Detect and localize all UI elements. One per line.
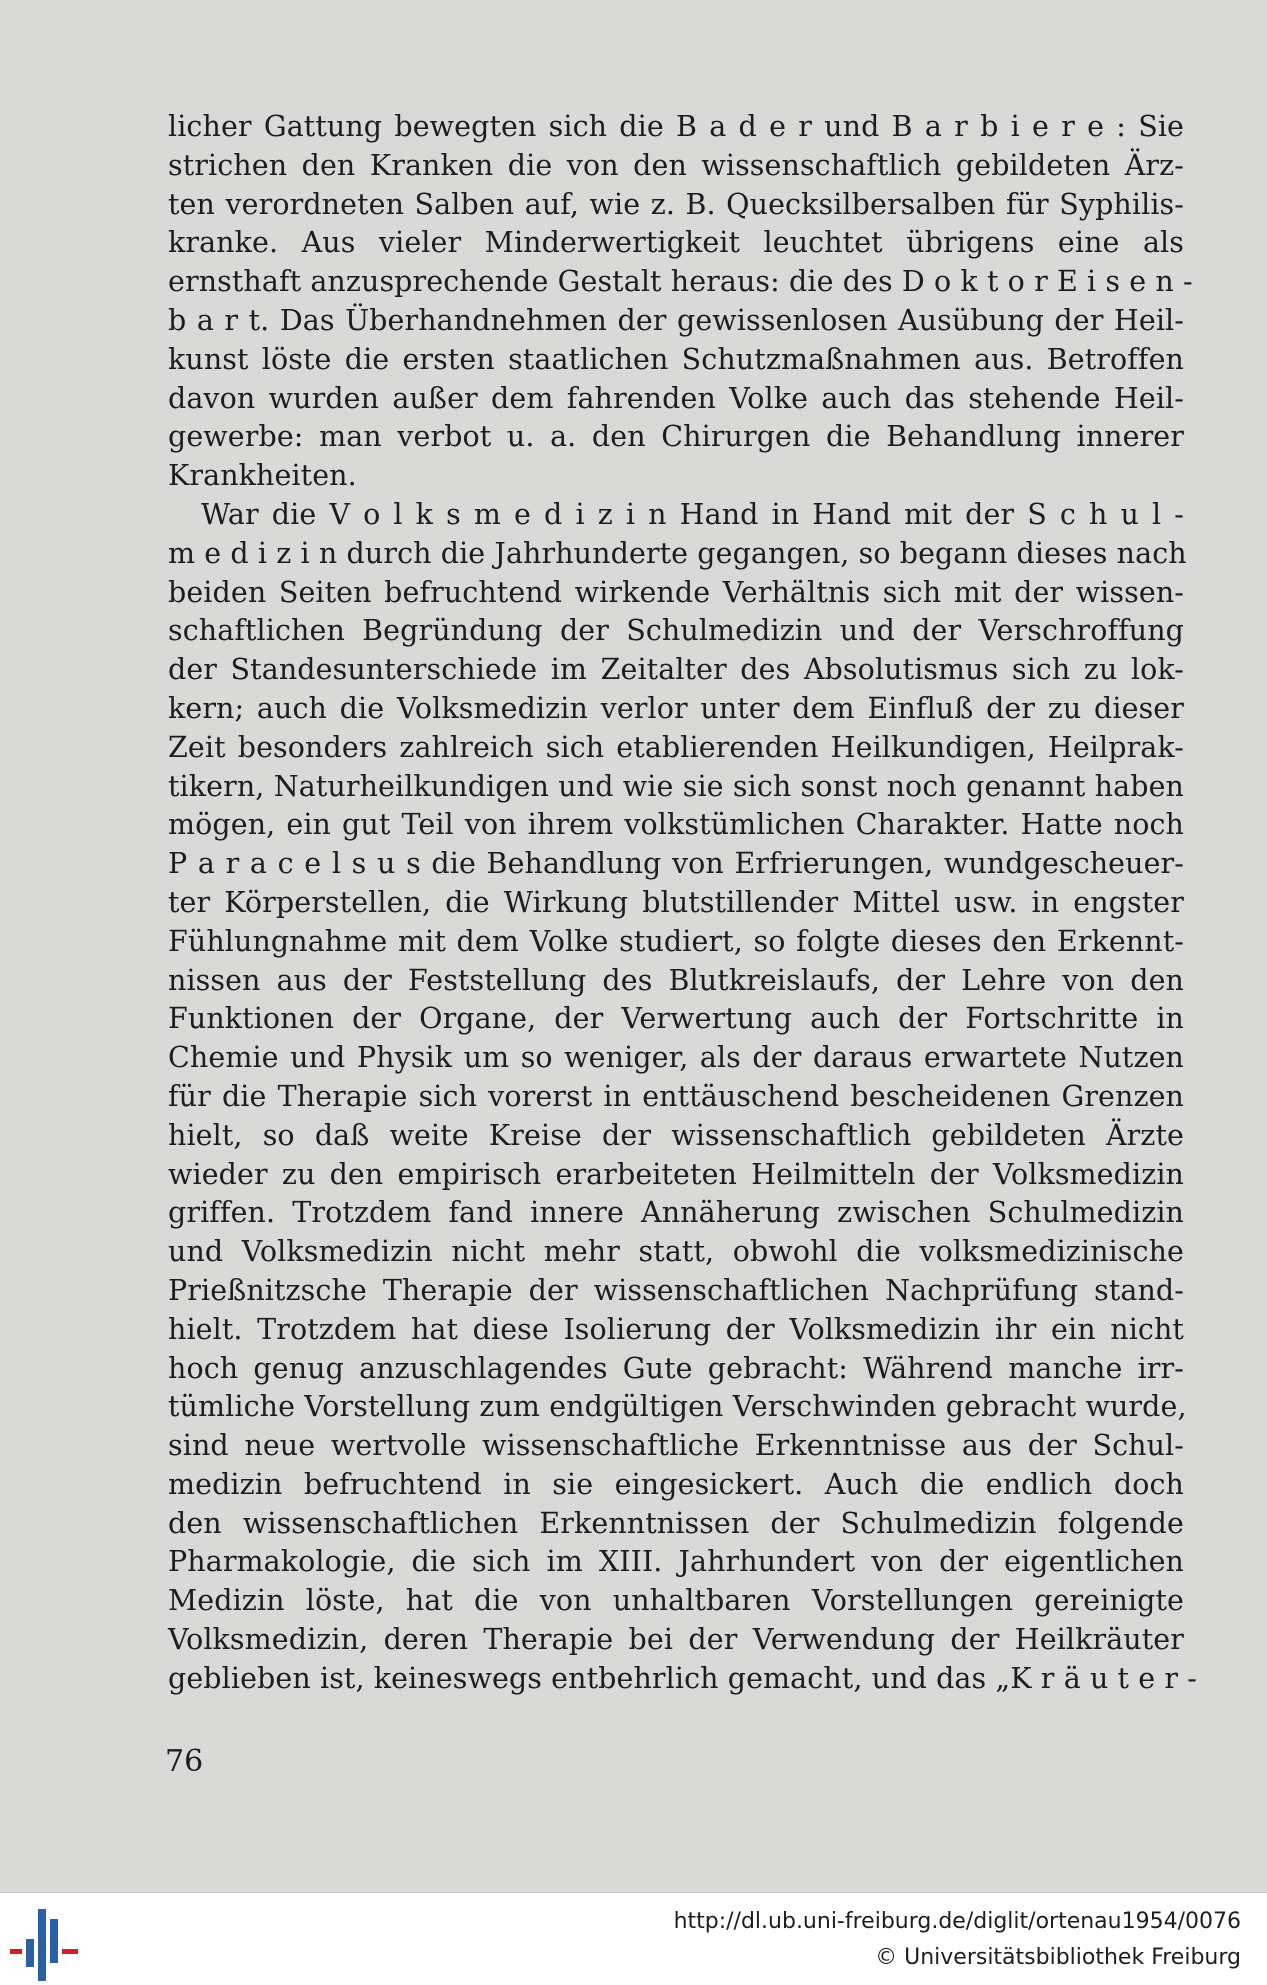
text-line: kunst löste die ersten staatlichen Schutzmaßnahmen aus. Betroffen xyxy=(168,342,1184,376)
text-line: b a r t. Das Überhandnehmen der gewissenlosen Ausübung der Heil- xyxy=(168,303,1184,337)
text-line: Zeit besonders zahlreich sich etablierenden Heilkundigen, Heilprak- xyxy=(168,730,1184,764)
copyright-text: © Universitätsbibliothek Freiburg xyxy=(875,1945,1241,1970)
text-line: War die V o l k s m e d i z i n Hand in Hand mit der S c h u l - xyxy=(201,497,1184,531)
text-line: Prießnitzsche Therapie der wissenschaftlichen Nachprüfung stand- xyxy=(168,1273,1184,1307)
text-line: schaftlichen Begründung der Schulmedizin und der Verschroffung xyxy=(168,614,1184,648)
text-line: Fühlungnahme mit dem Volke studiert, so folgte dieses den Erkennt- xyxy=(168,924,1184,958)
text-line: Medizin löste, hat die von unhaltbaren Vorstellungen gereinigte xyxy=(168,1584,1184,1618)
text-line: medizin befruchtend in sie eingesickert. Auch die endlich doch xyxy=(168,1467,1184,1501)
text-line: Volksmedizin, deren Therapie bei der Verwendung der Heilkräuter xyxy=(168,1623,1184,1657)
text-line: P a r a c e l s u s die Behandlung von Erfrierungen, wundgescheuer- xyxy=(168,847,1184,881)
text-line: nissen aus der Feststellung des Blutkreislaufs, der Lehre von den xyxy=(168,963,1184,997)
library-logo-icon xyxy=(8,1909,88,1981)
text-line: für die Therapie sich vorerst in enttäuschend bescheidenen Grenzen xyxy=(168,1079,1184,1113)
text-line: ernsthaft anzusprechende Gestalt heraus: die des D o k t o r E i s e n - xyxy=(168,265,1193,299)
text-line: und Volksmedizin nicht mehr statt, obwohl die volksmedizinische xyxy=(168,1235,1184,1269)
text-line: gewerbe: man verbot u. a. den Chirurgen die Behandlung innerer xyxy=(168,420,1184,454)
text-line: hielt. Trotzdem hat diese Isolierung der Volksmedizin ihr ein nicht xyxy=(168,1312,1184,1346)
text-line: Funktionen der Organe, der Verwertung auch der Fortschritte in xyxy=(168,1002,1184,1036)
text-line: wieder zu den empirisch erarbeiteten Heilmitteln der Volksmedizin xyxy=(168,1157,1184,1191)
text-line: kranke. Aus vieler Minderwertigkeit leuchtet übrigens eine als xyxy=(168,226,1184,260)
text-line: licher Gattung bewegten sich die B a d e r und B a r b i e r e : Sie xyxy=(168,110,1184,143)
text-line: strichen den Kranken die von den wissenschaftlich gebildeten Ärz- xyxy=(168,148,1184,182)
text-line: ter Körperstellen, die Wirkung blutstillender Mittel usw. in engster xyxy=(168,885,1184,919)
text-line: Krankheiten. xyxy=(168,459,357,493)
text-line: den wissenschaftlichen Erkenntnissen der Schulmedizin folgende xyxy=(168,1506,1184,1540)
text-line: mögen, ein gut Teil von ihrem volkstümlichen Charakter. Hatte noch xyxy=(168,808,1184,842)
page-number: 76 xyxy=(165,1744,204,1779)
text-line: ten verordneten Salben auf, wie z. B. Quecksilbersalben für Syphilis- xyxy=(168,187,1184,221)
text-line: m e d i z i n durch die Jahrhunderte gegangen, so begann dieses nach xyxy=(168,536,1187,570)
text-line: davon wurden außer dem fahrenden Volke auch das stehende Heil- xyxy=(168,381,1184,415)
permalink-link[interactable]: http://dl.ub.uni-freiburg.de/diglit/ortenau1954/0076 xyxy=(673,1909,1241,1934)
footer-bar xyxy=(0,1892,1267,1985)
text-line: tikern, Naturheilkundigen und wie sie sich sonst noch genannt haben xyxy=(168,769,1184,803)
text-line: geblieben ist, keineswegs entbehrlich gemacht, und das „K r ä u t e r - xyxy=(168,1661,1198,1695)
text-line: kern; auch die Volksmedizin verlor unter dem Einfluß der zu dieser xyxy=(168,691,1184,725)
text-line: Chemie und Physik um so weniger, als der daraus erwartete Nutzen xyxy=(168,1041,1184,1075)
text-line: hoch genug anzuschlagendes Gute gebracht: Während manche irr- xyxy=(168,1351,1184,1385)
body-text xyxy=(168,108,1198,1699)
text-line: beiden Seiten befruchtend wirkende Verhältnis sich mit der wissen- xyxy=(168,575,1184,609)
text-line: tümliche Vorstellung zum endgültigen Verschwinden gebracht wurde, xyxy=(168,1390,1187,1424)
text-line: griffen. Trotzdem fand innere Annäherung zwischen Schulmedizin xyxy=(168,1196,1184,1230)
text-line: Pharmakologie, die sich im XIII. Jahrhundert von der eigentlichen xyxy=(168,1545,1184,1579)
text-line: hielt, so daß weite Kreise der wissenschaftlich gebildeten Ärzte xyxy=(168,1118,1184,1152)
text-line: sind neue wertvolle wissenschaftliche Erkenntnisse aus der Schul- xyxy=(168,1429,1184,1463)
text-line: der Standesunterschiede im Zeitalter des Absolutismus sich zu lok- xyxy=(168,653,1184,687)
